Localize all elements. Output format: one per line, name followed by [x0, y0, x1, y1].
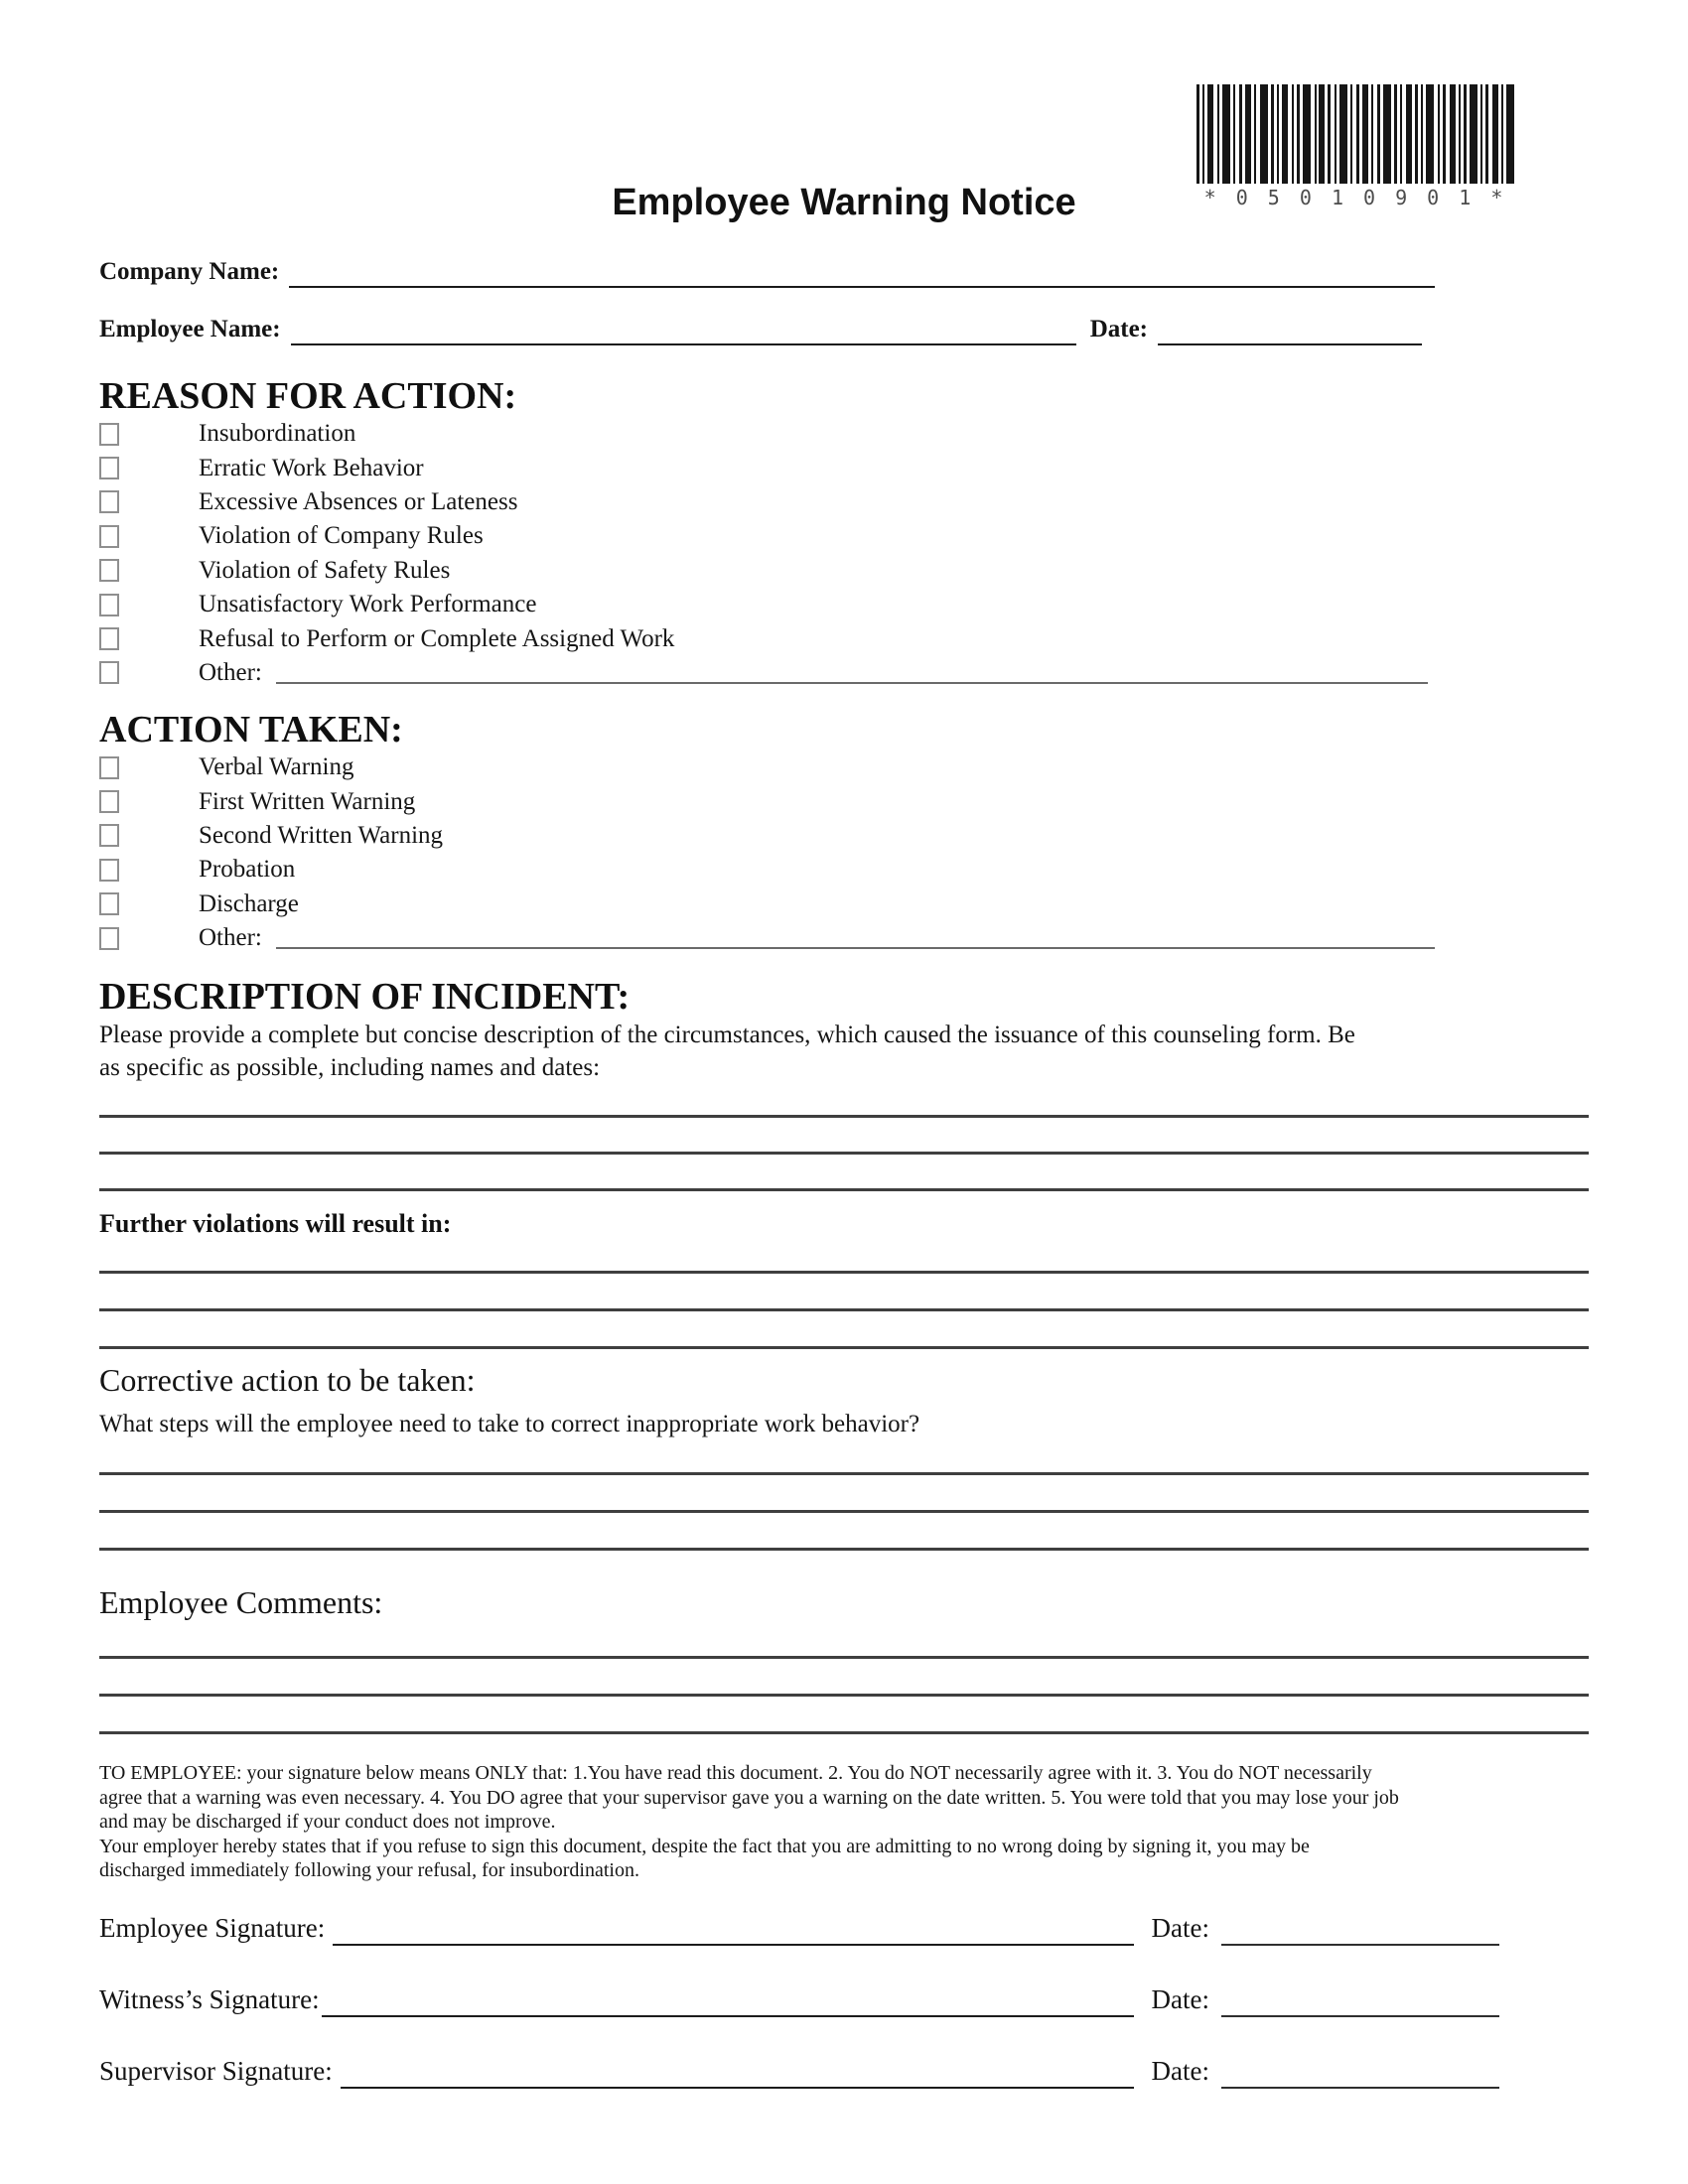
action-section-heading: ACTION TAKEN: — [99, 709, 403, 751]
supervisor-signature-date-line[interactable] — [1221, 2087, 1499, 2089]
reason-item-excessive-absences — [99, 485, 1428, 519]
checkbox-discharge[interactable] — [99, 892, 119, 915]
checkbox-insubordination[interactable] — [99, 423, 119, 446]
company-name-line[interactable] — [289, 286, 1435, 288]
corrective-action-line-1[interactable] — [99, 1472, 1589, 1475]
action-item-other — [99, 921, 1435, 955]
action-label-other: Other: — [199, 924, 262, 952]
reason-item-insubordination — [99, 417, 1428, 451]
description-write-line-2[interactable] — [99, 1152, 1589, 1155]
checkbox-reason-other[interactable] — [99, 661, 119, 684]
checkbox-second-written-warning[interactable] — [99, 824, 119, 847]
action-checkbox-list — [99, 751, 1435, 955]
further-violations-line-2[interactable] — [99, 1308, 1589, 1311]
description-instructions — [99, 1019, 1355, 1084]
action-label-first-written-warning: First Written Warning — [199, 787, 416, 815]
action-label-verbal-warning: Verbal Warning — [199, 753, 354, 781]
witness-signature-date-label: Date: — [1151, 1984, 1209, 2014]
description-instructions-line2: as specific as possible, including names and dates: — [99, 1054, 601, 1081]
further-violations-line-1[interactable] — [99, 1271, 1589, 1274]
supervisor-signature-date-label: Date: — [1151, 2056, 1209, 2086]
action-item-verbal-warning — [99, 751, 1435, 784]
barcode-bars — [1196, 84, 1514, 184]
witness-signature-line[interactable] — [322, 2015, 1134, 2017]
reason-item-refusal-assigned-work — [99, 621, 1428, 655]
reason-label-insubordination: Insubordination — [199, 420, 356, 448]
date-label: Date: — [1089, 316, 1148, 342]
description-write-line-3[interactable] — [99, 1188, 1589, 1191]
checkbox-refusal-assigned-work[interactable] — [99, 627, 119, 650]
reason-label-other: Other: — [199, 658, 262, 686]
action-label-second-written-warning: Second Written Warning — [199, 821, 444, 849]
reason-item-unsatisfactory-performance — [99, 588, 1428, 621]
employee-notice-line-5: discharged immediately following your refusal, for insubordination. — [99, 1859, 639, 1881]
employee-notice-line-2: agree that a warning was even necessary. 4. You DO agree that your supervisor gave you a warning on the date written. 5. You were told that you may lose your job — [99, 1786, 1399, 1809]
corrective-action-heading: Corrective action to be taken: — [99, 1362, 476, 1398]
witness-signature-label: Witness’s Signature: — [99, 1984, 320, 2014]
checkbox-action-other[interactable] — [99, 927, 119, 950]
company-name-row — [99, 250, 1435, 288]
employee-comments-heading: Employee Comments: — [99, 1584, 383, 1620]
action-item-second-written-warning — [99, 819, 1435, 853]
employee-notice-line-4: Your employer hereby states that if you refuse to sign this document, despite the fact that you are admitting to no wrong doing by signing it, you may be — [99, 1835, 1310, 1857]
employee-signature-date-label: Date: — [1151, 1913, 1209, 1943]
further-violations-line-3[interactable] — [99, 1346, 1589, 1349]
checkbox-erratic-work-behavior[interactable] — [99, 457, 119, 479]
reason-checkbox-list — [99, 417, 1428, 690]
barcode-caption: * 0 5 0 1 0 9 0 1 * — [1203, 186, 1507, 209]
action-label-probation: Probation — [199, 856, 296, 884]
checkbox-verbal-warning[interactable] — [99, 756, 119, 779]
employee-signature-label: Employee Signature: — [99, 1913, 326, 1943]
employee-comments-line-3[interactable] — [99, 1731, 1589, 1734]
supervisor-signature-label: Supervisor Signature: — [99, 2056, 333, 2086]
employee-name-label: Employee Name: — [99, 316, 281, 342]
employee-comments-line-1[interactable] — [99, 1656, 1589, 1659]
reason-item-erratic-work-behavior — [99, 451, 1428, 484]
checkbox-probation[interactable] — [99, 859, 119, 882]
description-write-line-1[interactable] — [99, 1115, 1589, 1118]
reason-label-erratic-work-behavior: Erratic Work Behavior — [199, 454, 424, 481]
description-instructions-line1: Please provide a complete but concise description of the circumstances, which caused the issuance of this counseling form. Be — [99, 1022, 1355, 1048]
action-item-first-written-warning — [99, 784, 1435, 818]
corrective-action-line-2[interactable] — [99, 1510, 1589, 1513]
checkbox-unsatisfactory-performance[interactable] — [99, 594, 119, 616]
reason-section-heading: REASON FOR ACTION: — [99, 375, 517, 417]
employee-notice-paragraph — [99, 1761, 1609, 1883]
reason-label-refusal-assigned-work: Refusal to Perform or Complete Assigned Work — [199, 624, 675, 652]
checkbox-first-written-warning[interactable] — [99, 790, 119, 813]
employee-signature-date-line[interactable] — [1221, 1944, 1499, 1946]
employee-name-row — [99, 308, 1422, 345]
reason-other-line[interactable] — [276, 682, 1428, 684]
reason-label-unsatisfactory-performance: Unsatisfactory Work Performance — [199, 591, 537, 618]
reason-item-other — [99, 656, 1428, 690]
employee-comments-line-2[interactable] — [99, 1694, 1589, 1697]
page-title: Employee Warning Notice — [612, 182, 1076, 223]
action-item-discharge — [99, 887, 1435, 921]
company-name-label: Company Name: — [99, 258, 280, 285]
reason-item-violation-safety-rules — [99, 554, 1428, 588]
reason-label-violation-company-rules: Violation of Company Rules — [199, 522, 484, 550]
employee-name-line[interactable] — [291, 343, 1076, 345]
employee-signature-row — [99, 1906, 1499, 1946]
employee-notice-line-3: and may be discharged if your conduct does not improve. — [99, 1811, 556, 1833]
action-other-line[interactable] — [276, 947, 1435, 949]
action-label-discharge: Discharge — [199, 889, 299, 917]
reason-label-violation-safety-rules: Violation of Safety Rules — [199, 556, 451, 584]
witness-signature-row — [99, 1978, 1499, 2017]
action-item-probation — [99, 853, 1435, 887]
employee-signature-line[interactable] — [333, 1944, 1133, 1946]
corrective-action-question: What steps will the employee need to take to correct inappropriate work behavior? — [99, 1411, 920, 1437]
supervisor-signature-row — [99, 2049, 1499, 2089]
corrective-action-line-3[interactable] — [99, 1548, 1589, 1551]
supervisor-signature-line[interactable] — [341, 2087, 1134, 2089]
checkbox-violation-safety-rules[interactable] — [99, 559, 119, 582]
further-violations-label: Further violations will result in: — [99, 1209, 452, 1238]
reason-label-excessive-absences: Excessive Absences or Lateness — [199, 487, 518, 515]
date-line[interactable] — [1158, 343, 1422, 345]
witness-signature-date-line[interactable] — [1221, 2015, 1499, 2017]
description-section-heading: DESCRIPTION OF INCIDENT: — [99, 976, 631, 1018]
employee-notice-line-1: TO EMPLOYEE: your signature below means ONLY that: 1.You have read this document. 2. You do NOT necessarily agree with it. 3. You do NOT necessarily — [99, 1762, 1372, 1784]
checkbox-excessive-absences[interactable] — [99, 490, 119, 513]
reason-item-violation-company-rules — [99, 519, 1428, 553]
checkbox-violation-company-rules[interactable] — [99, 525, 119, 548]
